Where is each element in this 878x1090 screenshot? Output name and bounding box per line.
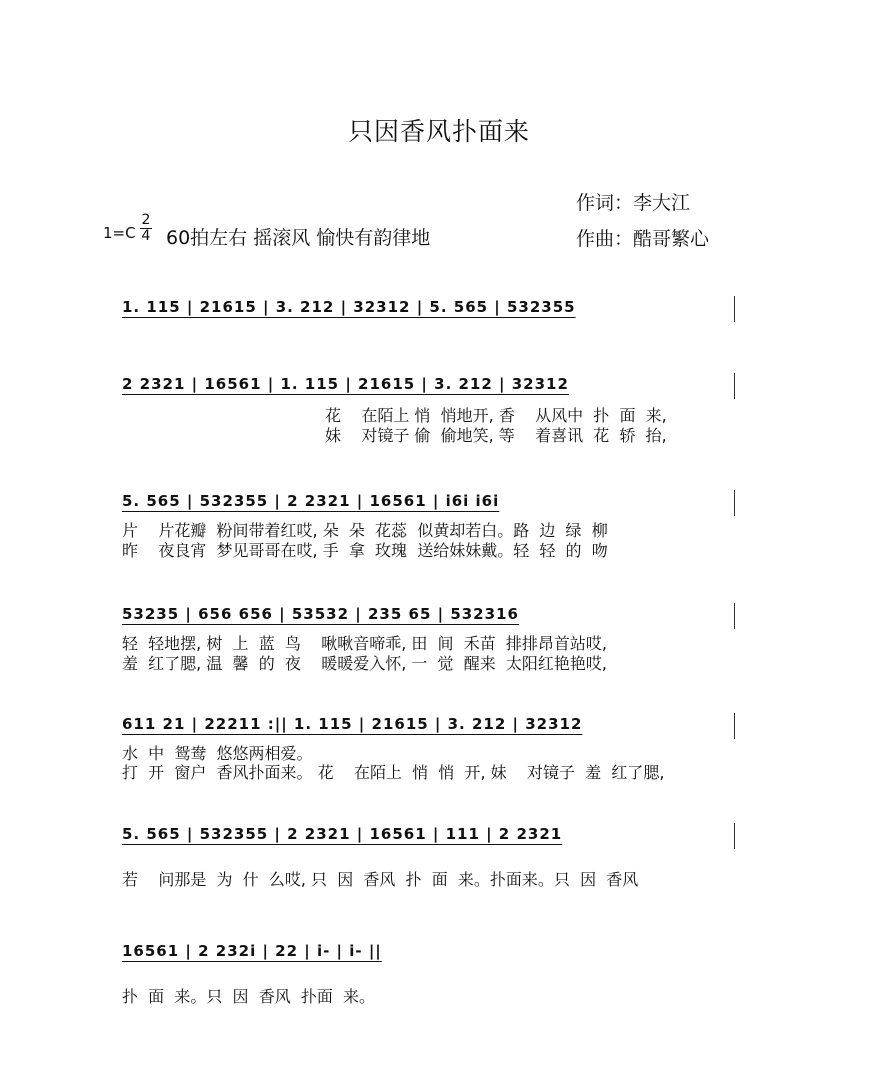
- lyrics-verse-2: 昨 夜良宵 梦见哥哥在哎, 手 拿 玫瑰 送给妹妹戴。轻 轻 的 吻: [122, 541, 608, 560]
- page-title: 只因香风扑面来: [347, 117, 530, 146]
- lyrics-verse-2: 扑 面 来。只 因 香风 扑面 来。: [122, 987, 376, 1006]
- notation-line: 53235 | 656 656 | 53532 | 235 65 | 532316: [122, 605, 519, 623]
- notation-line: 1. 115 | 21615 | 3. 212 | 32312 | 5. 565 | 532355: [122, 298, 576, 316]
- line-end-barline: [734, 373, 735, 399]
- composer-credit: 作曲：酷哥繁心: [576, 228, 710, 250]
- lyrics-verse-2: 羞 红了腮, 温 馨 的 夜 暖暖爱入怀, 一 觉 醒来 太阳红艳艳哎,: [122, 654, 607, 673]
- lyrics-verse-1: 花 在陌上 悄 悄地开, 香 从风中 扑 面 来,: [325, 406, 667, 425]
- line-end-barline: [734, 713, 735, 739]
- notation-line: 16561 | 2 232i | 22 | i- | i- ||: [122, 942, 382, 960]
- time-signature: [140, 213, 152, 244]
- time-signature-top: 2: [141, 212, 151, 228]
- line-end-barline: [734, 823, 735, 849]
- lyrics-verse-1: 片 片花瓣 粉间带着红哎, 朵 朵 花蕊 似黄却若白。路 边 绿 柳: [122, 521, 608, 540]
- line-end-barline: [734, 296, 735, 322]
- lyricist-credit: 作词：李大江: [576, 192, 691, 214]
- time-signature-bottom: 4: [141, 228, 151, 244]
- notation-line: 2 2321 | 16561 | 1. 115 | 21615 | 3. 212 | 32312: [122, 375, 569, 393]
- line-end-barline: [734, 490, 735, 516]
- notation-line: 5. 565 | 532355 | 2 2321 | 16561 | i6i i6i: [122, 492, 500, 510]
- key-signature: 1=C: [103, 224, 136, 242]
- line-end-barline: [734, 603, 735, 629]
- lyrics-verse-2: 妹 对镜子 偷 偷地笑, 等 着喜讯 花 轿 抬,: [325, 426, 667, 445]
- lyrics-verse-1: 轻 轻地摆, 树 上 蓝 鸟 啾啾音啼乖, 田 间 禾苗 排排昂首站哎,: [122, 634, 607, 653]
- tempo-marking: 60拍左右 摇滚风 愉快有韵律地: [166, 227, 431, 249]
- notation-line: 5. 565 | 532355 | 2 2321 | 16561 | 111 | 2 2321: [122, 825, 563, 843]
- lyrics-verse-2: 打 开 窗户 香风扑面来。 花 在陌上 悄 悄 开, 妹 对镜子 羞 红了腮,: [122, 763, 665, 782]
- lyrics-verse-2: 若 问那是 为 什 么哎, 只 因 香风 扑 面 来。扑面来。只 因 香风: [122, 870, 639, 889]
- lyrics-verse-1: 水 中 鸳鸯 悠悠两相爱。: [122, 744, 313, 763]
- notation-line: 611 21 | 22211 :|| 1. 115 | 21615 | 3. 212 | 32312: [122, 715, 583, 733]
